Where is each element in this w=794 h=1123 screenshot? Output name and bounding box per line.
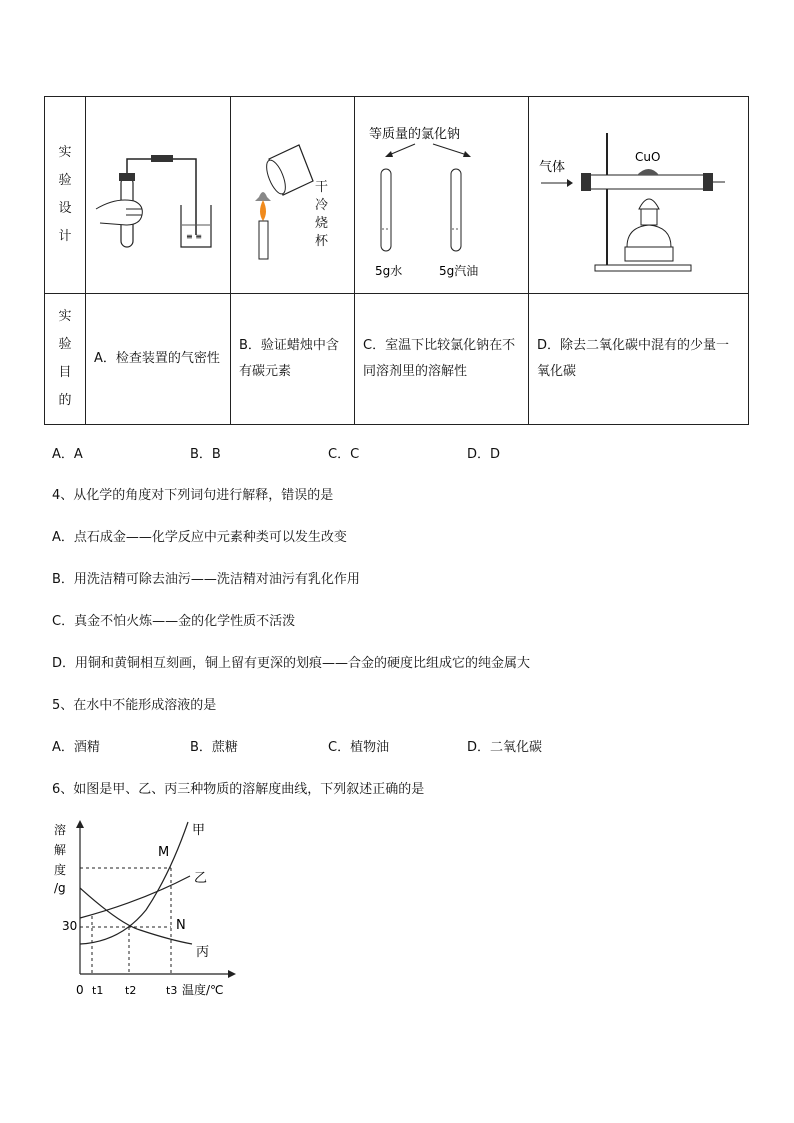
purpose-a: A．检查装置的气密性 [86, 294, 231, 425]
series-label-yi: 乙 [194, 871, 208, 886]
svg-text:5g水: 5g水 [375, 264, 403, 278]
q4-option-b[interactable]: B．用洗洁精可除去油污——洗洁精对油污有乳化作用 [52, 572, 360, 587]
figure-a-airtightness [86, 97, 231, 294]
q5-stem: 5、在水中不能形成溶液的是 [52, 698, 217, 713]
q4-option-a[interactable]: A．点石成金——化学反应中元素种类可以发生改变 [52, 530, 347, 545]
q4-option-c[interactable]: C．真金不怕火炼——金的化学性质不活泼 [52, 614, 296, 629]
svg-text:≡ ≡: ≡ ≡ [186, 232, 202, 241]
curve-jia [80, 822, 188, 944]
y-tick-30: 30 [62, 919, 78, 933]
q5-option-c[interactable]: C．植物油 [328, 740, 390, 755]
svg-text:杯: 杯 [315, 234, 329, 249]
svg-text:烧: 烧 [315, 216, 329, 231]
x-tick-t2: t2 [125, 984, 137, 997]
x-tick-t1: t1 [92, 984, 104, 997]
figure-d-cuo-apparatus [529, 97, 749, 294]
svg-text:5g汽油: 5g汽油 [439, 264, 479, 278]
q3-option-c[interactable]: C．C [328, 447, 360, 462]
q3-option-b[interactable]: B．B [190, 447, 221, 462]
ylabel-2: 度 [54, 863, 67, 877]
series-label-bing: 丙 [196, 945, 210, 960]
svg-text:冷: 冷 [315, 198, 329, 213]
solubility-chart [50, 812, 250, 1002]
q6-stem: 6、如图是甲、乙、丙三种物质的溶解度曲线，下列叙述正确的是 [52, 782, 425, 797]
curve-bing [80, 888, 192, 944]
ylabel-1: 解 [54, 843, 67, 857]
series-label-jia: 甲 [192, 823, 206, 838]
ylabel-3: /g [54, 881, 66, 895]
svg-text:CuO: CuO [635, 150, 661, 164]
row-label-purpose: 实 验 目 的 [45, 294, 86, 425]
svg-text:等质量的氯化钠: 等质量的氯化钠 [369, 127, 461, 142]
q3-option-a[interactable]: A．A [52, 447, 83, 462]
y-axis-arrow [76, 820, 84, 828]
svg-text:干: 干 [315, 180, 329, 195]
figure-b-candle [231, 97, 355, 294]
q4-stem: 4、从化学的角度对下列词句进行解释，错误的是 [52, 488, 334, 503]
x-axis-arrow [228, 970, 236, 978]
svg-text:气体: 气体 [539, 160, 566, 175]
purpose-d: D．除去二氧化碳中混有的少量一氧化碳 [529, 294, 749, 425]
row-label-design: 实 验 设 计 [45, 97, 86, 294]
purpose-b: B．验证蜡烛中含有碳元素 [231, 294, 355, 425]
q5-option-b[interactable]: B．蔗糖 [190, 740, 238, 755]
x-axis-label: 温度/℃ [182, 983, 224, 997]
q5-option-d[interactable]: D．二氧化碳 [467, 740, 543, 755]
figure-c-solubility [355, 97, 529, 294]
purpose-c: C．室温下比较氯化钠在不同溶剂里的溶解性 [355, 294, 529, 425]
experiment-table [44, 96, 749, 425]
curve-yi [80, 876, 190, 918]
origin-label: 0 [76, 983, 84, 997]
q4-option-d[interactable]: D．用铜和黄铜相互刻画，铜上留有更深的划痕——合金的硬度比组成它的纯金属大 [52, 656, 531, 671]
point-m: M [158, 845, 170, 860]
q3-option-d[interactable]: D．D [467, 447, 501, 462]
point-n: N [176, 918, 186, 933]
ylabel-0: 溶 [54, 823, 67, 837]
q5-option-a[interactable]: A．酒精 [52, 740, 100, 755]
x-tick-t3: t3 [166, 984, 178, 997]
